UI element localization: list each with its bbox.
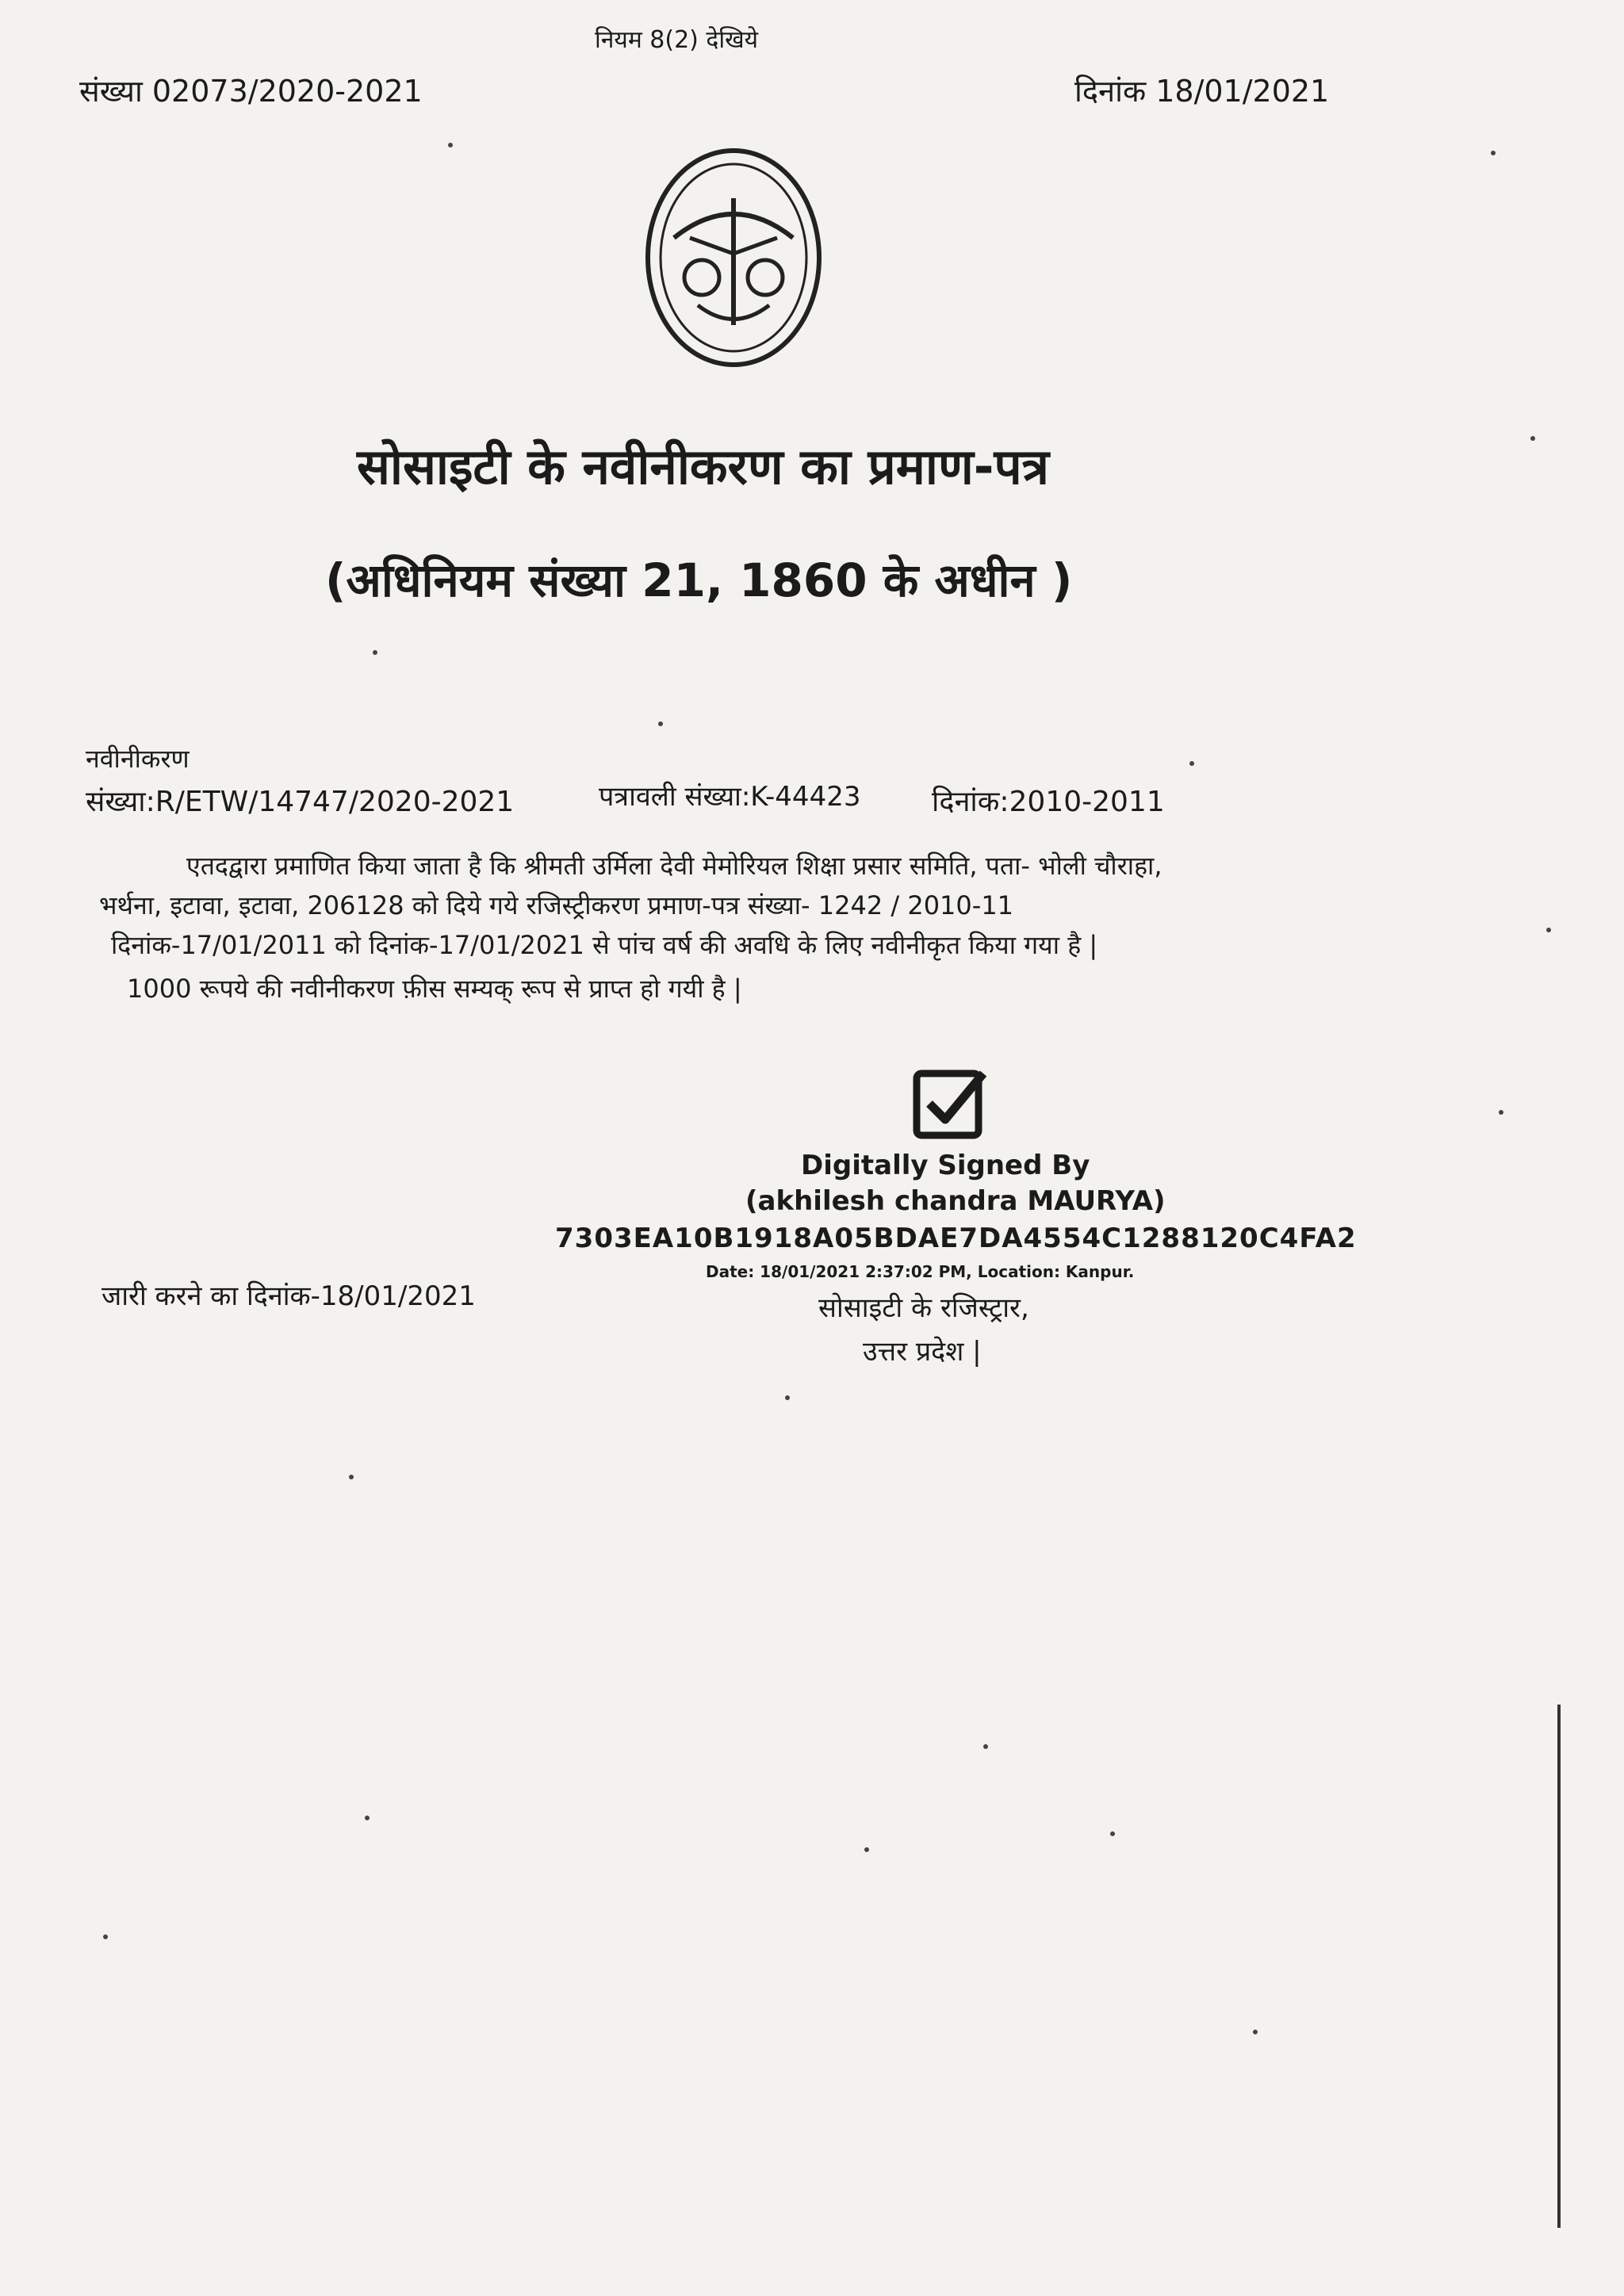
signature-date-location: Date: 18/01/2021 2:37:02 PM, Location: Kanpur. [706, 1262, 1135, 1281]
body-line-2: भर्थना, इटावा, इटावा, 206128 को दिये गये रजिस्ट्रीकरण प्रमाण-पत्र संख्या- 1242 / 2010-11 [99, 890, 1014, 920]
scan-speck [983, 1744, 988, 1749]
signed-by-label: Digitally Signed By [801, 1150, 1090, 1181]
rule-reference: नियम 8(2) देखिये [595, 26, 759, 54]
renewal-label: नवीनीकरण [86, 744, 190, 774]
body-line-3: दिनांक-17/01/2011 को दिनांक-17/01/2021 से पांच वर्ष की अवधि के लिए नवीनीकृत किया गया है | [111, 930, 1098, 960]
up-government-emblem-icon [642, 143, 825, 373]
scan-speck [1110, 1831, 1115, 1836]
scan-speck [785, 1395, 790, 1400]
scan-speck [373, 650, 377, 655]
renewal-number: संख्या:R/ETW/14747/2020-2021 [86, 786, 515, 818]
certificate-subtitle: (अधिनियम संख्या 21, 1860 के अधीन ) [325, 553, 1073, 607]
scan-speck [448, 143, 453, 147]
scan-speck [1499, 1110, 1503, 1115]
scan-speck [349, 1475, 354, 1479]
registrar-state: उत्तर प्रदेश | [863, 1336, 982, 1368]
signature-hash: 7303EA10B1918A05BDAE7DA4554C1288120C4FA2 [555, 1223, 1357, 1254]
scan-edge-line [1557, 1705, 1561, 2228]
body-line-4: 1000 रूपये की नवीनीकरण फ़ीस सम्यक् रूप से प्राप्त हो गयी है | [127, 974, 742, 1004]
registrar-designation: सोसाइटी के रजिस्ट्रार, [818, 1292, 1029, 1324]
scan-speck [1253, 2030, 1258, 2034]
scan-speck [365, 1816, 370, 1820]
issue-date: जारी करने का दिनांक-18/01/2021 [102, 1280, 476, 1312]
scan-speck [1491, 151, 1496, 155]
reference-number: संख्या 02073/2020-2021 [79, 74, 423, 109]
file-date: दिनांक:2010-2011 [932, 786, 1165, 818]
signer-name: (akhilesh chandra MAURYA) [745, 1185, 1166, 1217]
scan-speck [1546, 928, 1551, 932]
body-line-1: एतदद्वारा प्रमाणित किया जाता है कि श्रीमती उर्मिला देवी मेमोरियल शिक्षा प्रसार समिति, पता- भोली चौराहा, [186, 851, 1162, 881]
scan-speck [658, 721, 663, 726]
checkbox-check-icon [910, 1062, 990, 1142]
scan-speck [103, 1934, 108, 1939]
header-date: दिनांक 18/01/2021 [1074, 74, 1330, 109]
scan-speck [1530, 436, 1535, 441]
file-number: पत्रावली संख्या:K-44423 [599, 781, 861, 813]
scan-speck [864, 1847, 869, 1852]
certificate-title: सोसाइटी के नवीनीकरण का प्रमाण-पत्र [357, 438, 1049, 496]
scan-speck [1189, 761, 1194, 766]
